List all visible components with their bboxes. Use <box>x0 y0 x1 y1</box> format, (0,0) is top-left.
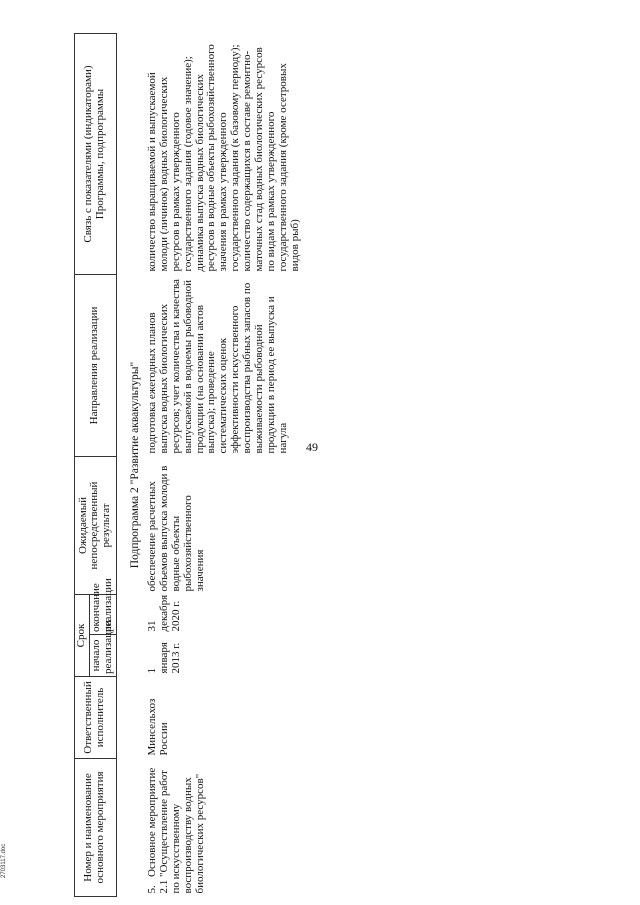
header-directions: Направления реализации <box>75 275 117 457</box>
header-term-end: окончание реализации <box>89 595 116 635</box>
measure-expected-result: обеспечение расчетных объемов выпуска молоди в водные объекты рыбохозяйственного значения <box>146 465 206 592</box>
measure-end: 31 декабря 2020 г. <box>146 594 182 632</box>
header-indicators: Связь с показателями (индикаторами) Программы, подпрограммы <box>75 34 117 275</box>
measure-name: Основное мероприятие 2.1 "Осуществление работ по искусственному воспроизводству водных биологических ресурсов" <box>146 767 206 894</box>
header-expected-result: Ожидаемый непосредственный результат <box>75 457 117 595</box>
measure-executor: Минсельхоз России <box>146 698 170 756</box>
measure-directions: подготовка ежегодных планов выпуска водных биологических ресурсов; учет количества и качества выпускаемой в водоемы рыбоводной продукции (на основании актов выпуска); проведение систематических оценок эффективности искусственного воспроизводства рыбных запасов по выживаемости рыбоводной продукции в период ее выпуска и нагула <box>146 279 289 454</box>
header-term-start: начало реализации <box>89 635 116 677</box>
measure-number-name <box>145 759 303 897</box>
document-code: 2703117.doc <box>1 843 7 878</box>
page-number: 49 <box>306 440 318 454</box>
header-executor: Ответственный исполнитель <box>75 677 117 759</box>
rotated-table-container <box>74 34 618 897</box>
subprogram-title: Подпрограмма 2 "Развитие аквакультуры" <box>128 361 141 569</box>
measure-start: 1 января 2013 г. <box>146 642 182 674</box>
header-number-name: Номер и наименование основного мероприятия <box>75 759 117 897</box>
measure-number: 5. <box>146 885 159 894</box>
table-row <box>145 34 303 897</box>
header-term: Срок <box>75 595 90 677</box>
measure-indicators: количество выращиваемой и выпускаемой молоди (личинок) водных биологических ресурсов в рамках утвержденного государственного задания (годовое значение); динамика выпуска водных биологических ресурсов в водные объекты рыбохозяйственного значения в рамках утвержденного государственного задания (к базовому периоду); количество содержащихся в составе ремонтно-маточных стад водных биологических ресурсов по видам в рамках утвержденного государственного задания (кроме осетровых видов рыб) <box>146 44 301 272</box>
measures-table <box>74 33 303 897</box>
